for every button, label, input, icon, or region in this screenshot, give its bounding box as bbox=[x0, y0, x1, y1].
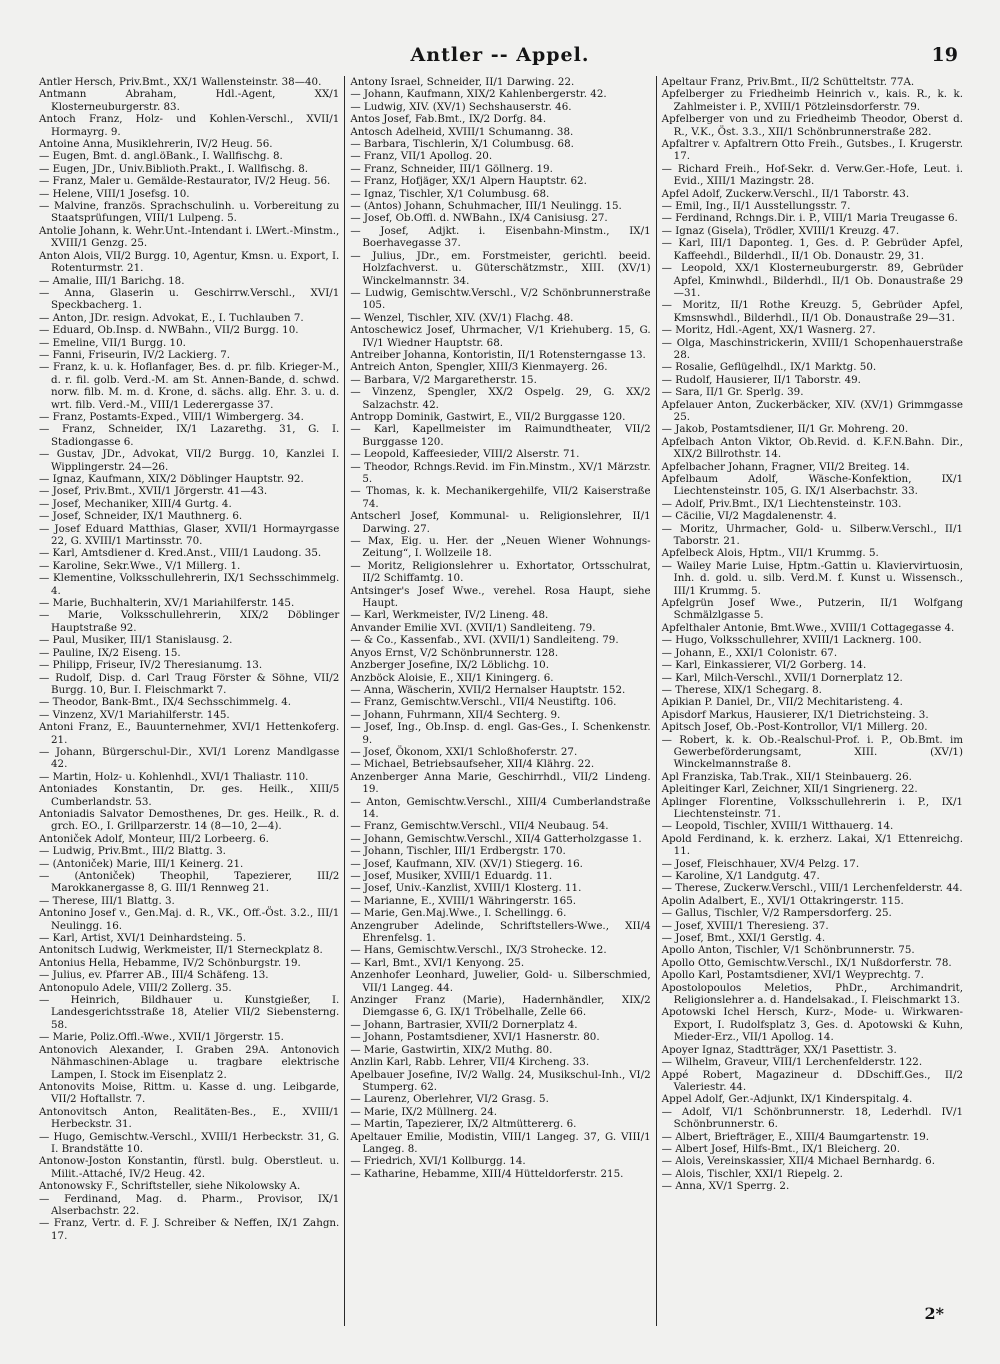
directory-entry: Antonow-Joston Konstantin, fürstl. bulg. Oberstleut. u. Milit.-Attaché, IV/2 Heug. 42. bbox=[39, 1155, 340, 1180]
directory-entry: Antoni Franz, E., Bauunternehmer, XVI/1 Hettenkoferg. 21. bbox=[39, 721, 340, 746]
directory-entry: — Franz, k. u. k. Hoflanfager, Bes. d. pr. filb. Krieger-M., d. r. fil. golb. Verd.-M. am St. Annen-Bande, d. schwd. norw. filb. M. m. d. Krone, d. sächs. allg. Ehr. 3. u. d. wrt. filb. Verd.-M., VIII/1 Lederergasse 37. bbox=[39, 361, 340, 411]
directory-entry: — Ludwig, Priv.Bmt., III/2 Blattg. 3. bbox=[39, 845, 226, 858]
directory-entry: Apold Ferdinand, k. k. erzherz. Lakai, X/1 Ettenreichg. 11. bbox=[661, 832, 963, 858]
column-left bbox=[34, 76, 345, 1326]
directory-entry: Apfelthaler Antonie, Bmt.Wwe., XVIII/1 Cottagegasse 4. bbox=[661, 621, 955, 634]
directory-entry: — Emeline, VII/1 Burgg. 10. bbox=[39, 336, 186, 349]
directory-entry: — Anna, Glaserin u. Geschirrw.Verschl., XVI/1 Speckbacherg. 1. bbox=[39, 286, 340, 312]
directory-entry: — Richard Freih., Hof-Sekr. d. Verw.Ger.-Hofe, Leut. i. Evid., XIII/1 Mazingstr. 28. bbox=[661, 162, 963, 188]
directory-entry: — Josef, Priv.Bmt., XVII/1 Jörgerstr. 41—43. bbox=[39, 485, 268, 498]
directory-entry: — Therese, Zuckerw.Verschl., VIII/1 Lerchenfelderstr. 44. bbox=[661, 882, 963, 895]
directory-entry: Antreich Anton, Spengler, XIII/3 Kienmayerg. 26. bbox=[350, 361, 608, 374]
directory-entry: Antonowsky F., Schriftsteller, siehe Nikolowsky A. bbox=[39, 1180, 301, 1193]
directory-entry: — Hans, Gemischtw.Verschl., IX/3 Strohecke. 12. bbox=[350, 944, 607, 957]
directory-entry: Apfelbaum Adolf, Wäsche-Konfektion, IX/1 Liechtensteinstr. 105, G. IX/1 Alserbachstr. 33. bbox=[661, 473, 963, 498]
directory-entry: — Moritz, Hdl.-Agent, XX/1 Wasnerg. 27. bbox=[661, 324, 876, 337]
signature-mark: 2* bbox=[924, 1304, 944, 1323]
directory-entry: — Josef, Mechaniker, XIII/4 Gurtg. 4. bbox=[39, 497, 232, 510]
directory-entry: — Wilhelm, Graveur, VIII/1 Lerchenfelderstr. 122. bbox=[661, 1056, 923, 1069]
directory-entry: — Therese, XIX/1 Schegarg. 8. bbox=[661, 683, 822, 696]
directory-entry: — Vinzenz, Spengler, XX/2 Ospelg. 29, G. XX/2 Salzachstr. 42. bbox=[350, 386, 651, 411]
directory-entry: — Johann, Gemischtw.Verschl., XII/4 Gatterholzgasse 1. bbox=[350, 832, 642, 845]
directory-entry: — Marie, IX/2 Müllnerg. 24. bbox=[350, 1105, 498, 1118]
directory-entry: — Anton, JDr. resign. Advokat, E., I. Tuchlauben 7. bbox=[39, 311, 304, 324]
directory-entry: Apollo Anton, Tischler, V/1 Schönbrunnerstr. 75. bbox=[661, 944, 915, 957]
directory-entry: Apollo Otto, Gemischtw.Verschl., IX/1 Nußdorferstr. 78. bbox=[661, 956, 952, 969]
directory-entry: — Franz, Gemischtw.Verschl., VII/4 Neustiftg. 106. bbox=[350, 696, 617, 709]
directory-entry: — Heinrich, Bildhauer u. Kunstgießer, I. Landesgerichtsstraße 18, Atelier VII/2 Siebensterng. 58. bbox=[39, 994, 340, 1031]
directory-entry: Apfelgrün Josef Wwe., Putzerin, II/1 Wolfgang Schmälzlgasse 5. bbox=[661, 597, 963, 622]
directory-entry: — Wailey Marie Luise, Hptm.-Gattin u. Klaviervirtuosin, Inh. d. gold. u. silb. Verd.M. f. Kunst u. Wissensch., III/1 Krummg. 5. bbox=[661, 559, 963, 597]
directory-entry: — Johann, Tischler, III/1 Erdbergstr. 170. bbox=[350, 845, 566, 858]
directory-entry: — Franz, VII/1 Apollog. 20. bbox=[350, 150, 493, 163]
directory-entry: Apotowski Ichel Hersch, Kurz-, Mode- u. Wirkwaren-Export, I. Rudolfsplatz 3, Ges. d. Apotowski & Kuhn, Mieder-Erz., VII/1 Apollog. 14. bbox=[661, 1006, 963, 1044]
directory-entry: Appé Robert, Magazineur d. DDschiff.Ges., II/2 Valeriestr. 44. bbox=[661, 1068, 963, 1093]
directory-entry: — Robert, k. k. Ob.-Realschul-Prof. i. P., Ob.Bmt. im Gewerbeförderungsamt, XIII. (XV/1) Winckelmannstraße 8. bbox=[661, 733, 963, 771]
directory-entry: — Johann, E., XXI/1 Colonistr. 67. bbox=[661, 646, 838, 659]
directory-entry: — Josef, XVIII/1 Theresieng. 37. bbox=[661, 919, 829, 932]
directory-entry: Antonino Josef v., Gen.Maj. d. R., VK., Off.-Öst. 3.2., III/1 Neulingg. 16. bbox=[39, 907, 340, 932]
directory-entry: Apollo Karl, Postamtsdiener, XVI/1 Weyprechtg. 7. bbox=[661, 969, 924, 982]
directory-entry: — Katharine, Hebamme, XIII/4 Hütteldorferstr. 215. bbox=[350, 1167, 624, 1180]
directory-entry: — Karl, Milch-Verschl., XVII/1 Dornerplatz 12. bbox=[661, 671, 903, 684]
directory-entry: — Anton, Gemischtw.Verschl., XIII/4 Cumberlandstraße 14. bbox=[350, 795, 651, 820]
directory-entry: — Fanni, Friseurin, IV/2 Lackierg. 7. bbox=[39, 348, 231, 361]
directory-entry: Anzenberger Anna Marie, Geschirrhdl., VII/2 Lindeng. 19. bbox=[350, 770, 651, 796]
directory-entry: — Pauline, IX/2 Eiseng. 15. bbox=[39, 646, 181, 659]
directory-entry: Antos Josef, Fab.Bmt., IX/2 Dorfg. 84. bbox=[350, 113, 547, 126]
directory-entry: — Franz, Hofjäger, XX/1 Alpern Hauptstr. 62. bbox=[350, 175, 587, 188]
directory-entry: — Therese, III/1 Blattg. 3. bbox=[39, 894, 175, 907]
directory-entry: — Rudolf, Hausierer, II/1 Taborstr. 49. bbox=[661, 373, 861, 386]
directory-entry: Apisdorf Markus, Hausierer, IX/1 Dietrichsteing. 3. bbox=[661, 708, 929, 721]
directory-entry: Apfel Adolf, Zuckerw.Verschl., II/1 Taborstr. 43. bbox=[661, 187, 910, 200]
directory-entry: Apitsch Josef, Ob.-Post-Kontrollor, VI/1 Millerg. 20. bbox=[661, 721, 928, 734]
directory-entry: Antonovitsch Anton, Realitäten-Bes., E., XVIII/1 Herbeckstr. 31. bbox=[39, 1105, 340, 1131]
directory-entry: — Franz, Vertr. d. F. J. Schreiber & Neffen, IX/1 Zahgn. 17. bbox=[39, 1217, 340, 1242]
directory-entry: — Barbara, Tischlerin, X/1 Columbusg. 68. bbox=[350, 138, 574, 151]
directory-entry: — Johann, Kaufmann, XIX/2 Kahlenbergerstr. 42. bbox=[350, 88, 607, 101]
directory-entry: Antreiber Johanna, Kontoristin, II/1 Rotensterngasse 13. bbox=[350, 348, 646, 361]
directory-entry: Anzlin Karl, Rabb. Lehrer, VII/4 Kircheng. 33. bbox=[350, 1056, 590, 1069]
running-title: Antler -- Appel. bbox=[410, 44, 590, 66]
directory-entry: — Albert Josef, Hilfs-Bmt., IX/1 Bleicherg. 20. bbox=[661, 1142, 900, 1155]
directory-entry: — Alois, Vereinskassier, XII/4 Michael Bernhardg. 6. bbox=[661, 1155, 936, 1168]
directory-entry: Antmann Abraham, Hdl.-Agent, XX/1 Klosterneuburgerstr. 83. bbox=[39, 88, 340, 113]
directory-entry: — Marie, Gen.Maj.Wwe., I. Schellingg. 6. bbox=[350, 907, 567, 920]
directory-entry: — Josef Eduard Matthias, Glaser, XVII/1 Hormayrgasse 22, G. XVIII/1 Martinsstr. 70. bbox=[39, 522, 340, 548]
directory-entry: Anzinger Franz (Marie), Hadernhändler, XIX/2 Diemgasse 6, G. IX/1 Tröbelhalle, Zelle 66. bbox=[350, 994, 651, 1019]
directory-entry: — Friedrich, XVI/1 Kollburgg. 14. bbox=[350, 1155, 526, 1168]
page-number: 19 bbox=[931, 44, 958, 66]
directory-entry: Aplinger Florentine, Volksschullehrerin i. P., IX/1 Liechtensteinstr. 71. bbox=[661, 795, 963, 820]
directory-entry: Antony Israel, Schneider, II/1 Darwing. 22. bbox=[350, 76, 575, 88]
directory-entry: Apeltaur Franz, Priv.Bmt., II/2 Schütteltstr. 77A. bbox=[661, 76, 915, 88]
column-right bbox=[657, 76, 968, 1326]
directory-entry: — Ludwig, Gemischtw.Verschl., V/2 Schönbrunnerstraße 105. bbox=[350, 286, 651, 312]
directory-entry: — (Antos) Johann, Schuhmacher, III/1 Neulingg. 15. bbox=[350, 200, 622, 213]
directory-entry: Antoch Franz, Holz- und Kohlen-Verschl., XVII/1 Hormayrg. 9. bbox=[39, 113, 340, 138]
directory-entry: — Theodor, Bank-Bmt., IX/4 Sechsschimmelg. 4. bbox=[39, 696, 292, 709]
directory-entry: Antsinger's Josef Wwe., verehel. Rosa Haupt, siehe Haupt. bbox=[350, 584, 651, 610]
directory-entry: — Martin, Tapezierer, IX/2 Altmüttererg. 6. bbox=[350, 1118, 577, 1131]
directory-entry: — Laurenz, Oberlehrer, VI/2 Grasg. 5. bbox=[350, 1093, 549, 1106]
directory-entry: — Marie, Gastwirtin, XIX/2 Muthg. 80. bbox=[350, 1043, 553, 1056]
directory-entry: Antolie Johann, k. Wehr.Unt.-Intendant i. LWert.-Minstm., XVIII/1 Genzg. 25. bbox=[39, 224, 340, 250]
directory-entry: — Hugo, Volksschullehrer, XVIII/1 Lacknerg. 100. bbox=[661, 634, 922, 647]
directory-entry: Antler Hersch, Priv.Bmt., XX/1 Wallensteinstr. 38—40. bbox=[39, 76, 322, 88]
directory-entry: Antoine Anna, Musiklehrerin, IV/2 Heug. 56. bbox=[39, 138, 273, 151]
running-head bbox=[0, 44, 1000, 70]
directory-entry: Antonopulo Adele, VIII/2 Zollerg. 35. bbox=[39, 981, 232, 994]
directory-entry: — Josef, Ing., Ob.Insp. d. engl. Gas-Ges., I. Schenkenstr. 9. bbox=[350, 721, 651, 746]
directory-entry: — Amalie, III/1 Barichg. 18. bbox=[39, 274, 185, 287]
directory-entry: — Franz, Gemischtw.Verschl., VII/4 Neubaug. 54. bbox=[350, 820, 609, 833]
directory-entry: Appel Adolf, Ger.-Adjunkt, IX/1 Kinderspitalg. 4. bbox=[661, 1093, 913, 1106]
directory-entry: — Gallus, Tischler, V/2 Rampersdorferg. 25. bbox=[661, 907, 892, 920]
directory-entry: — Johann, Postamtsdiener, XVI/1 Hasnerstr. 80. bbox=[350, 1031, 600, 1044]
directory-entry: Anyos Ernst, V/2 Schönbrunnerstr. 128. bbox=[350, 646, 559, 659]
directory-entry: Antropp Dominik, Gastwirt, E., VII/2 Burggasse 120. bbox=[350, 410, 626, 423]
directory-entry: — Josef, Ob.Offl. d. NWBahn., IX/4 Canisiusg. 27. bbox=[350, 212, 608, 225]
directory-entry: — Barbara, V/2 Margaretherstr. 15. bbox=[350, 373, 537, 386]
directory-entry: — Thomas, k. k. Mechanikergehilfe, VII/2 Kaiserstraße 74. bbox=[350, 485, 651, 510]
directory-entry: — Ludwig, XIV. (XV/1) Sechshauserstr. 46. bbox=[350, 100, 572, 113]
directory-entry: — Malvine, französ. Sprachschulinh. u. Vorbereitung zu Staatsprüfungen, VIII/1 Lulpeng. 5. bbox=[39, 200, 340, 225]
directory-entry: — Sara, II/1 Gr. Sperlg. 39. bbox=[661, 386, 804, 399]
directory-entry: Anzberger Josefine, IX/2 Löblichg. 10. bbox=[350, 659, 549, 672]
directory-entry: — Julius, JDr., em. Forstmeister, gerichtl. beeid. Holzfachverst. u. Güterschätzmstr., XIII. (XV/1) Winckelmannstr. 34. bbox=[350, 249, 651, 287]
directory-entry: — Josef, Fleischhauer, XV/4 Pelzg. 17. bbox=[661, 857, 860, 870]
directory-entry: — Marie, Volksschullehrerin, XIX/2 Döblinger Hauptstraße 92. bbox=[39, 609, 340, 634]
directory-entry: — Gustav, JDr., Advokat, VII/2 Burgg. 10, Kanzlei I. Wipplingerstr. 24—26. bbox=[39, 448, 340, 473]
directory-entry: — Franz, Schneider, IX/1 Lazarethg. 31, G. I. Stadiongasse 6. bbox=[39, 423, 340, 448]
directory-entry: Antonitsch Ludwig, Werkmeister, II/1 Sterneckplatz 8. bbox=[39, 944, 323, 957]
directory-entry: Antonius Hella, Hebamme, IV/2 Schönburgstr. 19. bbox=[39, 956, 301, 969]
directory-entry: — Ferdinand, Mag. d. Pharm., Provisor, IX/1 Alserbachstr. 22. bbox=[39, 1192, 340, 1217]
directory-entry: — Ignaz, Tischler, X/1 Columbusg. 68. bbox=[350, 187, 550, 200]
directory-entry: — Franz, Maler u. Gemälde-Restaurator, IV/2 Heug. 56. bbox=[39, 175, 331, 188]
directory-entry: Apfelberger von und zu Friedheimb Theodor, Oberst d. R., V.K., Öst. 3.3., XII/1 Schönbrunnerstraße 282. bbox=[661, 113, 963, 138]
directory-entry: Antoniades Konstantin, Dr. ges. Heilk., XIII/5 Cumberlandstr. 53. bbox=[39, 783, 340, 808]
directory-entry: — Adolf, VI/1 Schönbrunnerstr. 18, Lederhdl. IV/1 Schönbrunnerstr. 6. bbox=[661, 1105, 963, 1131]
directory-entry: Apfelbach Anton Viktor, Ob.Revid. d. K.F.N.Bahn. Dir., XIX/2 Billrothstr. 14. bbox=[661, 435, 963, 461]
directory-entry: Anton Alois, VII/2 Burgg. 10, Agentur, Kmsn. u. Export, I. Rotenturmstr. 21. bbox=[39, 249, 340, 275]
directory-entry: — Josef, Bmt., XXI/1 Gerstlg. 4. bbox=[661, 932, 826, 945]
directory-entry: — Moritz, Uhrmacher, Gold- u. Silberw.Verschl., II/1 Taborstr. 21. bbox=[661, 522, 963, 548]
directory-entry: — Johann, Bürgerschul-Dir., XVI/1 Lorenz Mandlgasse 42. bbox=[39, 745, 340, 771]
directory-entry: — Albert, Briefträger, E., XIII/4 Baumgartenstr. 19. bbox=[661, 1130, 930, 1143]
directory-entry: — Olga, Maschinstrickerin, XVIII/1 Schopenhauerstraße 28. bbox=[661, 336, 963, 361]
directory-entry: — Karl, Amtsdiener d. Kred.Anst., VIII/1 Laudong. 35. bbox=[39, 547, 322, 560]
directory-entry: Antscherl Josef, Kommunal- u. Religionslehrer, II/1 Darwing. 27. bbox=[350, 510, 651, 535]
directory-entry: — Eugen, JDr., Univ.Biblioth.Prakt., I. Wallfischg. 8. bbox=[39, 162, 309, 175]
directory-entry: — Josef, Kaufmann, XIV. (XV/1) Stiegerg. 16. bbox=[350, 857, 583, 870]
directory-entry: — Ignaz, Kaufmann, XIX/2 Döblinger Hauptstr. 92. bbox=[39, 473, 304, 485]
directory-entry: — Philipp, Friseur, IV/2 Theresianumg. 13. bbox=[39, 659, 263, 672]
directory-entry: — Alois, Tischler, XXI/1 Riepelg. 2. bbox=[661, 1167, 843, 1180]
directory-entry: — Paul, Musiker, III/1 Stanislausg. 2. bbox=[39, 634, 233, 647]
column-middle bbox=[345, 76, 656, 1326]
directory-entry: — Ferdinand, Rchngs.Dir. i. P., VIII/1 Maria Treugasse 6. bbox=[661, 212, 958, 225]
directory-entry: Apikian P. Daniel, Dr., VII/2 Mechitaristeng. 4. bbox=[661, 696, 903, 709]
directory-entry: Antonovich Alexander, I. Graben 29A. Antonovich Nähmaschinen-Ablage u. tragbare elektrische Lampen, I. Stock im Eisenplatz 2. bbox=[39, 1043, 340, 1081]
directory-entry: — Adolf, Priv.Bmt., IX/1 Liechtensteinstr. 103. bbox=[661, 497, 902, 510]
directory-entry: Anvander Emilie XVI. (XVII/1) Sandleiteng. 79. bbox=[350, 621, 596, 634]
directory-entry: — Karoline, X/1 Landgutg. 47. bbox=[661, 870, 820, 882]
directory-entry: — & Co., Kassenfab., XVI. (XVII/1) Sandleiteng. 79. bbox=[350, 634, 619, 647]
directory-entry: — Karl, Artist, XVI/1 Deinhardsteing. 5. bbox=[39, 932, 247, 945]
directory-entry: — Julius, ev. Pfarrer AB., III/4 Schäfeng. 13. bbox=[39, 969, 269, 982]
directory-entry: — Josef, Adjkt. i. Eisenbahn-Minstm., IX/1 Boerhavegasse 37. bbox=[350, 224, 651, 250]
directory-entry: — Moritz, Religionslehrer u. Exhortator, Ortsschulrat, II/2 Schiffamtg. 10. bbox=[350, 559, 651, 585]
directory-entry: Apolin Adalbert, E., XVI/1 Ottakringerstr. 115. bbox=[661, 894, 904, 907]
directory-entry: — Ignaz (Gisela), Trödler, XVIII/1 Kreuzg. 47. bbox=[661, 224, 900, 237]
directory-entry: — Johann, Bartrasier, XVII/2 Dornerplatz 4. bbox=[350, 1018, 578, 1031]
directory-entry: — Josef, Schneider, IX/1 Mauthnerg. 6. bbox=[39, 510, 243, 523]
directory-entry: — Franz, Postamts-Exped., VIII/1 Wimbergerg. 34. bbox=[39, 410, 304, 423]
directory-entry: Apelbauer Josefine, IV/2 Wallg. 24, Musikschul-Inh., VI/2 Stumperg. 62. bbox=[350, 1068, 651, 1093]
directory-entry: — (Antoniček) Theophil, Tapezierer, III/2 Marokkanergasse 8, G. III/1 Rennweg 21. bbox=[39, 870, 340, 895]
directory-entry: Apfaltrer v. Apfaltrern Otto Freih., Gutsbes., I. Krugerstr. 17. bbox=[661, 138, 963, 163]
directory-entry: Antoniček Adolf, Monteur, III/2 Lorbeerg. 6. bbox=[39, 832, 269, 845]
directory-entry: Antoschewicz Josef, Uhrmacher, V/1 Kriehuberg. 15, G. IV/1 Wiedner Hauptstr. 68. bbox=[350, 324, 651, 349]
directory-entry: — Karl, Bmt., XVI/1 Kenyong. 25. bbox=[350, 956, 525, 969]
directory-entry: — Helene, VIII/1 Josefsg. 10. bbox=[39, 187, 190, 200]
directory-entry: — Rosalie, Geflügelhdl., IX/1 Marktg. 50. bbox=[661, 361, 877, 374]
directory-entry: — Karoline, Sekr.Wwe., V/1 Millerg. 1. bbox=[39, 559, 241, 572]
directory-entry: — Theodor, Rchngs.Revid. im Fin.Minstm., XV/1 Märzstr. 5. bbox=[350, 460, 651, 485]
directory-entry: — Jakob, Postamtsdiener, II/1 Gr. Mohreng. 20. bbox=[661, 423, 909, 436]
directory-entry: Apeltauer Emilie, Modistin, VIII/1 Langeg. 37, G. VIII/1 Langeg. 8. bbox=[350, 1130, 651, 1155]
directory-entry: Apfelbeck Alois, Hptm., VII/1 Krummg. 5. bbox=[661, 547, 879, 560]
directory-entry: — Wenzel, Tischler, XIV. (XV/1) Flachg. 48. bbox=[350, 311, 574, 324]
directory-entry: Apl Franziska, Tab.Trak., XII/1 Steinbauerg. 26. bbox=[661, 770, 912, 783]
directory-entry: — Klementine, Volksschullehrerin, IX/1 Sechsschimmelg. 4. bbox=[39, 572, 340, 597]
directory-entry: — Martin, Holz- u. Kohlenhdl., XVI/1 Thaliastr. 110. bbox=[39, 770, 309, 783]
directory-entry: — Josef, Univ.-Kanzlist, XVIII/1 Klosterg. 11. bbox=[350, 882, 582, 895]
directory-entry: — Rudolf, Disp. d. Carl Traug Förster & Söhne, VII/2 Burgg. 10, Bur. I. Fleischmarkt 7. bbox=[39, 671, 340, 696]
directory-entry: Apoyer Ignaz, Stadtträger, XX/1 Pasettistr. 3. bbox=[661, 1043, 897, 1056]
directory-entry: Apostolopoulos Meletios, PhDr., Archimandrit, Religionslehrer a. d. Handelsakad., I. Fleischmarkt 13. bbox=[661, 981, 963, 1007]
directory-entry: — Max, Eig. u. Her. der „Neuen Wiener Wohnungs-Zeitung“, I. Wollzeile 18. bbox=[350, 535, 651, 560]
directory-entry: — Hugo, Gemischtw.-Verschl., XVIII/1 Herbeckstr. 31, G. I. Brandstätte 10. bbox=[39, 1130, 340, 1155]
directory-entry: — (Antoniček) Marie, III/1 Keinerg. 21. bbox=[39, 857, 244, 870]
directory-entry: — Karl, III/1 Daponteg. 1, Ges. d. P. Gebrüder Apfel, Kaffeehdl., Bilderhdl., II/1 Ob. Donaustr. 29, 31. bbox=[661, 237, 963, 262]
directory-entry: Apfelauer Anton, Zuckerbäcker, XIV. (XV/1) Grimmgasse 25. bbox=[661, 398, 963, 423]
directory-entry: — Michael, Betriebsaufseher, XII/4 Klährg. 22. bbox=[350, 758, 595, 771]
directory-entry: — Leopold, Tischler, XVIII/1 Witthauerg. 14. bbox=[661, 820, 894, 833]
directory-entry: — Karl, Werkmeister, IV/2 Lineng. 48. bbox=[350, 609, 549, 622]
directory-entry: — Moritz, II/1 Rothe Kreuzg. 5, Gebrüder Apfel, Kmsnswhdl., Bilderhdl., II/1 Ob. Donaustraße 29—31. bbox=[661, 299, 963, 324]
directory-entry: — Leopold, XX/1 Klosterneuburgerstr. 89, Gebrüder Apfel, Kminwhdl., Bilderhdl., II/1 Ob. Donaustraße 29—31. bbox=[661, 262, 963, 299]
directory-entry: — Johann, Fuhrmann, XII/4 Sechterg. 9. bbox=[350, 708, 561, 721]
directory-entry: Anzböck Aloisie, E., XII/1 Kiningerg. 6. bbox=[350, 671, 554, 684]
directory-entry: — Eduard, Ob.Insp. d. NWBahn., VII/2 Burgg. 10. bbox=[39, 324, 299, 337]
directory-entry: — Eugen, Bmt. d. angl.öBank., I. Wallfischg. 8. bbox=[39, 150, 283, 163]
directory-entry: — Marianne, E., XVIII/1 Währingerstr. 165. bbox=[350, 894, 577, 907]
directory-entry: — Vinzenz, XV/1 Mariahilferstr. 145. bbox=[39, 708, 230, 721]
directory-entry: Apfelbacher Johann, Fragner, VII/2 Breiteg. 14. bbox=[661, 460, 910, 473]
directory-entry: — Franz, Schneider, III/1 Göllnerg. 19. bbox=[350, 162, 553, 175]
directory-entry: Anzenhofer Leonhard, Juwelier, Gold- u. Silberschmied, VII/1 Langeg. 44. bbox=[350, 969, 651, 994]
directory-entry: Antonovits Moise, Rittm. u. Kasse d. ung. Leibgarde, VII/2 Hoftallstr. 7. bbox=[39, 1080, 340, 1106]
directory-entry: — Josef, Ökonom, XXI/1 Schloßhoferstr. 27. bbox=[350, 745, 578, 758]
directory-entry: — Leopold, Kaffeesieder, VIII/2 Alserstr. 71. bbox=[350, 448, 580, 461]
directory-entry: — Josef, Musiker, XVIII/1 Eduardg. 11. bbox=[350, 870, 553, 882]
directory-entry: — Anna, Wäscherin, XVII/2 Hernalser Hauptstr. 152. bbox=[350, 683, 626, 696]
directory-entry: Apleitinger Karl, Zeichner, XII/1 Singrienerg. 22. bbox=[661, 783, 918, 796]
directory-entry: — Karl, Einkassierer, VI/2 Gorberg. 14. bbox=[661, 659, 867, 672]
directory-entry: Anzengruber Adelinde, Schriftstellers-Wwe., XII/4 Ehrenfelsg. 1. bbox=[350, 919, 651, 945]
directory-entry: — Cäcilie, VI/2 Magdalenenstr. 4. bbox=[661, 510, 837, 523]
directory-entry: — Emil, Ing., II/1 Ausstellungsstr. 7. bbox=[661, 200, 851, 213]
directory-entry: Antosch Adelheid, XVIII/1 Schumanng. 38. bbox=[350, 125, 574, 138]
directory-entry: — Marie, Poliz.Offl.-Wwe., XVII/1 Jörgerstr. 15. bbox=[39, 1031, 284, 1044]
directory-entry: — Karl, Kapellmeister im Raimundtheater, VII/2 Burggasse 120. bbox=[350, 423, 651, 448]
directory-entry: — Marie, Buchhalterin, XV/1 Mariahilferstr. 145. bbox=[39, 597, 295, 610]
directory-columns bbox=[34, 76, 968, 1326]
directory-entry: — Anna, XV/1 Sperrg. 2. bbox=[661, 1180, 790, 1193]
directory-entry: Antoniadis Salvator Demosthenes, Dr. ges. Heilk., R. d. grch. EO., I. Grillparzerstr. 14 (8—10, 2—4). bbox=[39, 807, 340, 833]
directory-entry: Apfelberger zu Friedheimb Heinrich v., kais. R., k. k. Zahlmeister i. P., XVIII/1 Pötzleinsdorferstr. 79. bbox=[661, 88, 963, 113]
